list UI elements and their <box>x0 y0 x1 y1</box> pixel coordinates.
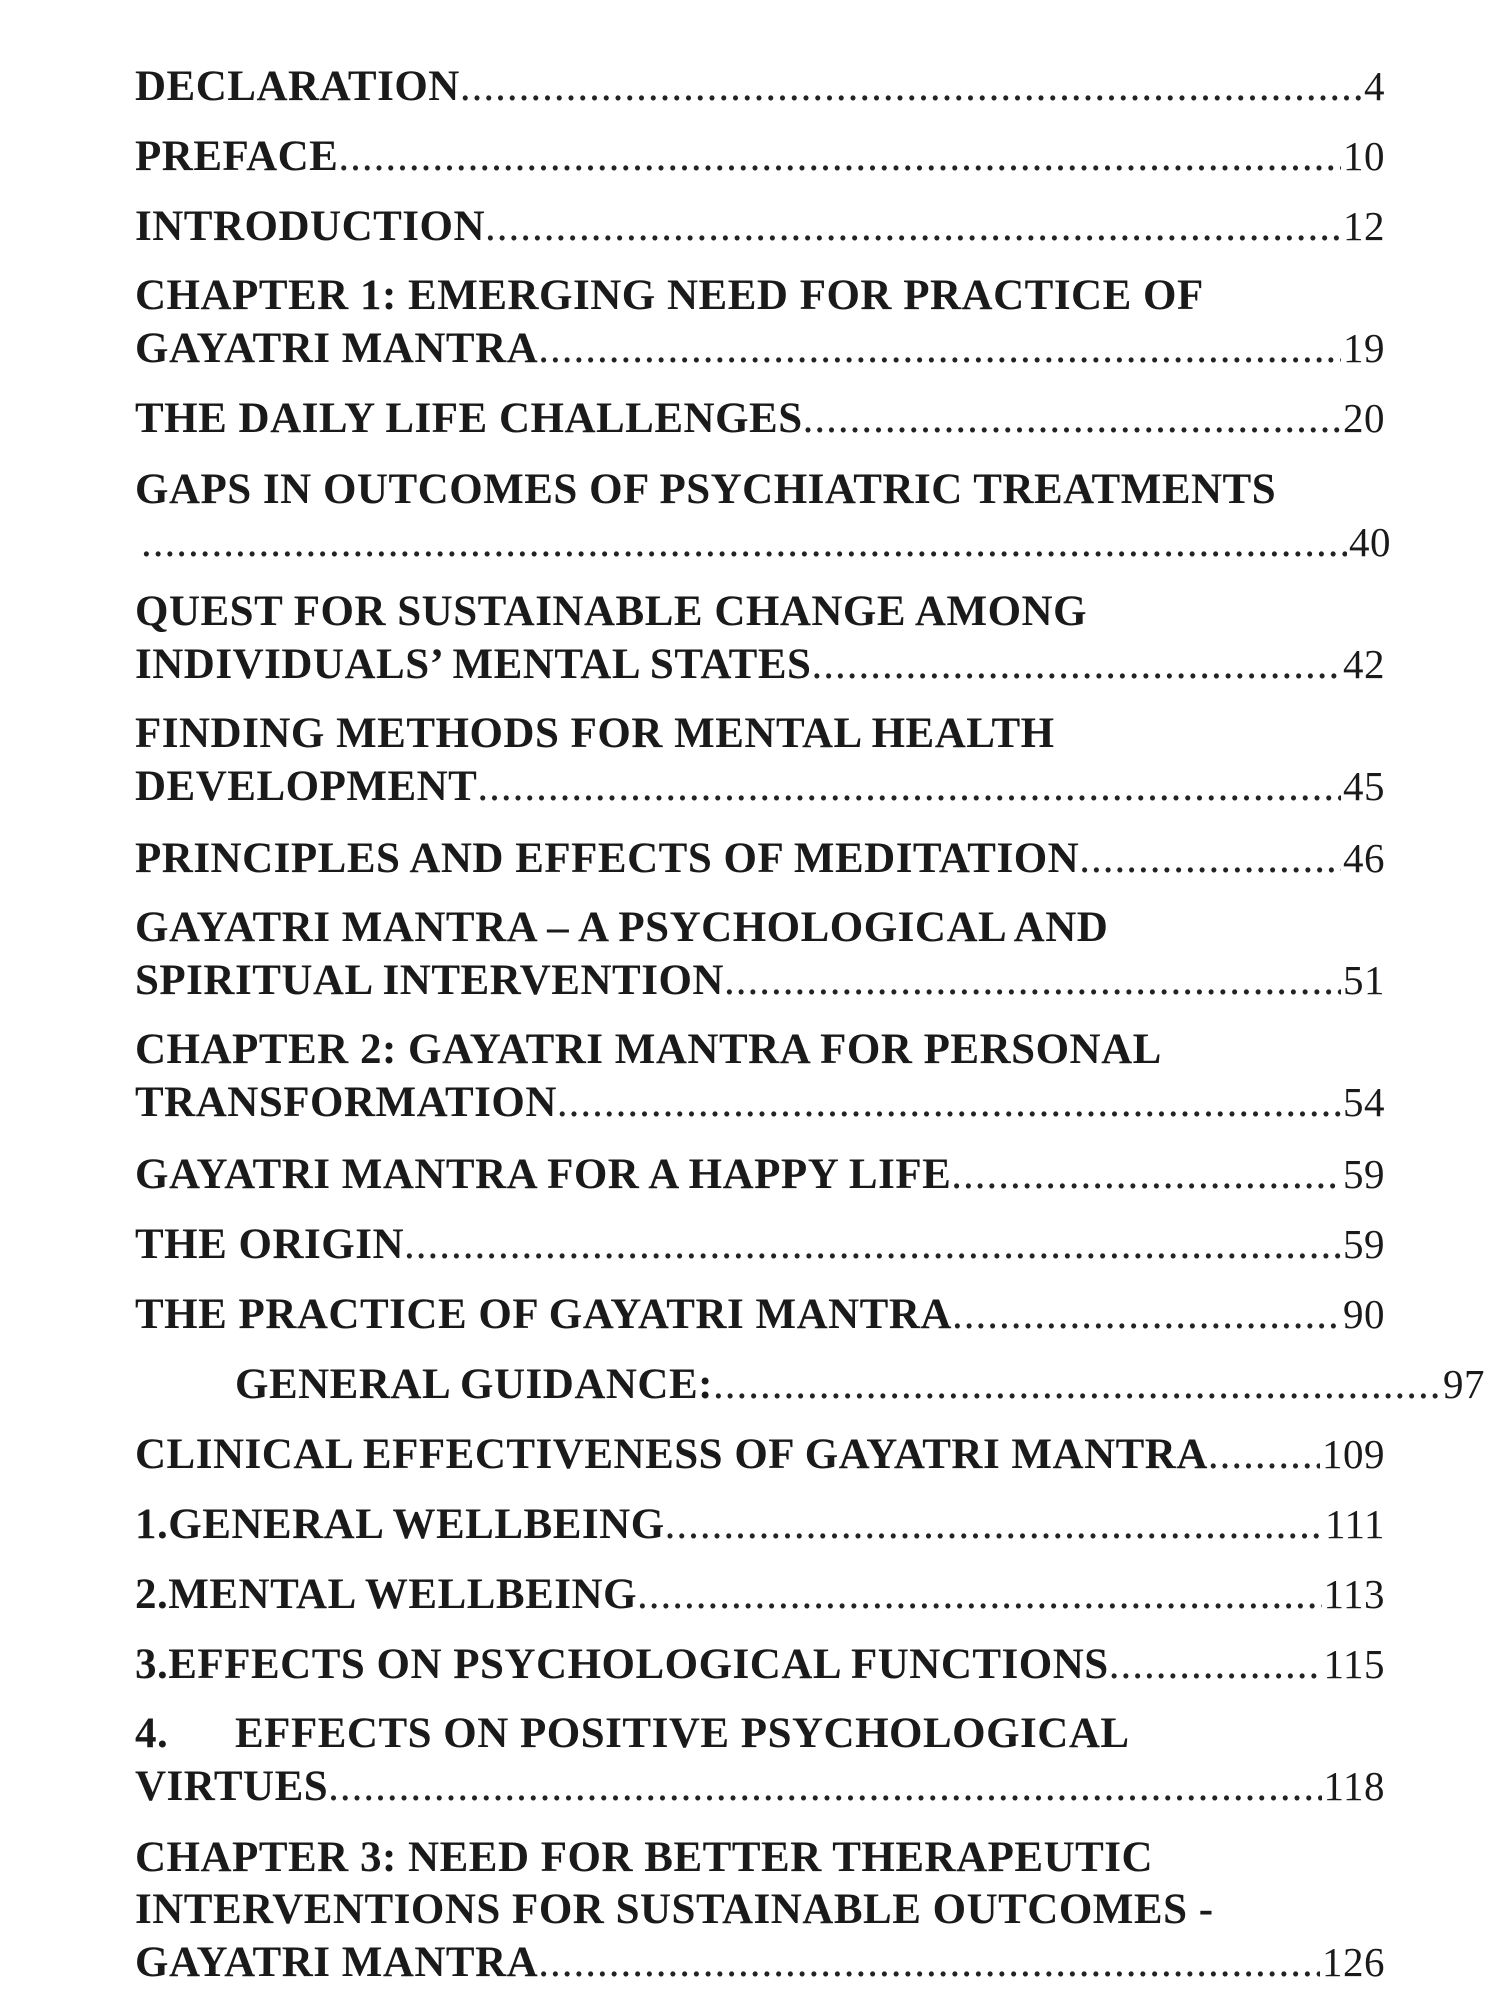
toc-entry-title: GAYATRI MANTRA <box>135 1939 539 1986</box>
leader-dots <box>724 955 1341 1007</box>
leader-dots <box>338 131 1341 183</box>
leader-dots <box>404 1219 1341 1271</box>
toc-entry-title: GAYATRI MANTRA FOR A HAPPY LIFE <box>135 1151 952 1198</box>
toc-page-number: 42 <box>1343 641 1385 687</box>
toc-page-number: 113 <box>1323 1571 1385 1617</box>
toc-entry-finding-methods[interactable] <box>135 708 1385 813</box>
toc-entry-title-line: QUEST FOR SUSTAINABLE CHANGE AMONG <box>135 588 1088 635</box>
toc-entry-title-line: INTERVENTIONS FOR SUSTAINABLE OUTCOMES - <box>135 1886 1214 1933</box>
leader-dots <box>538 1937 1320 1989</box>
toc-entry-meditation[interactable] <box>135 832 1385 885</box>
toc-entry-title: THE PRACTICE OF GAYATRI MANTRA <box>135 1291 952 1338</box>
toc-entry-chapter-3[interactable] <box>135 1832 1385 1989</box>
toc-entry-title: VIRTUES <box>135 1763 329 1810</box>
toc-entry-title: PRINCIPLES AND EFFECTS OF MEDITATION <box>135 835 1080 882</box>
leader-dots <box>952 1289 1341 1341</box>
toc-page-number: 118 <box>1323 1763 1385 1809</box>
toc-entry-positive-virtues[interactable] <box>135 1708 1385 1813</box>
toc-entry-title-line: CHAPTER 2: GAYATRI MANTRA FOR PERSONAL <box>135 1026 1162 1073</box>
toc-page-number: 97 <box>1443 1361 1485 1407</box>
leader-dots <box>460 61 1362 113</box>
leader-dots <box>538 323 1341 375</box>
toc-entry-number: 3. <box>135 1641 169 1688</box>
leader-dots <box>328 1761 1321 1813</box>
toc-entry-chapter-1[interactable] <box>135 270 1385 375</box>
toc-entry-title: INDIVIDUALS’ MENTAL STATES <box>135 641 812 688</box>
toc-entry-number: 2. <box>135 1571 169 1618</box>
toc-page-number: 20 <box>1343 395 1385 441</box>
toc-entry-title: GAYATRI MANTRA <box>135 325 539 372</box>
toc-entry-origin[interactable] <box>135 1218 1385 1271</box>
toc-entry-quest-for-change[interactable] <box>135 586 1385 691</box>
leader-dots <box>811 639 1341 691</box>
toc-page-number: 46 <box>1343 835 1385 881</box>
leader-dots <box>637 1569 1321 1621</box>
leader-dots <box>713 1359 1441 1411</box>
toc-entry-introduction[interactable] <box>135 200 1385 253</box>
toc-page-number: 111 <box>1325 1501 1385 1547</box>
toc-page-number: 90 <box>1343 1291 1385 1337</box>
leader-dots <box>665 1499 1323 1551</box>
toc-page-number: 126 <box>1322 1939 1385 1985</box>
toc-entry-clinical-effectiveness[interactable] <box>135 1428 1385 1481</box>
toc-entry-daily-life-challenges[interactable] <box>135 392 1385 445</box>
toc-entry-title-line: CHAPTER 3: NEED FOR BETTER THERAPEUTIC <box>135 1834 1154 1881</box>
leader-dots <box>803 393 1341 445</box>
leader-dots <box>141 517 1347 569</box>
toc-entry-title: SPIRITUAL INTERVENTION <box>135 957 724 1004</box>
toc-page-number: 12 <box>1343 203 1385 249</box>
toc-entry-preface[interactable] <box>135 130 1385 183</box>
toc-page-number: 59 <box>1343 1221 1385 1267</box>
leader-dots <box>557 1077 1341 1129</box>
toc-entry-number: 1. <box>135 1501 169 1548</box>
toc-entry-title: MENTAL WELLBEING <box>168 1571 638 1618</box>
toc-page-number: 40 <box>1349 519 1391 565</box>
toc-page-number: 19 <box>1343 325 1385 371</box>
toc-entry-psychological-functions[interactable] <box>135 1638 1385 1691</box>
toc-entry-title-line: GAPS IN OUTCOMES OF PSYCHIATRIC TREATMENTS <box>135 466 1277 513</box>
toc-entry-title: CLINICAL EFFECTIVENESS OF GAYATRI MANTRA <box>135 1431 1208 1478</box>
toc-entry-title-line: GAYATRI MANTRA – A PSYCHOLOGICAL AND <box>135 904 1109 951</box>
toc-entry-title: EFFECTS ON PSYCHOLOGICAL FUNCTIONS <box>168 1641 1109 1688</box>
toc-entry-title: PREFACE <box>135 133 339 180</box>
toc-page-number: 109 <box>1322 1431 1385 1477</box>
toc-entry-title: DECLARATION <box>135 63 460 110</box>
toc-entry-chapter-2[interactable] <box>135 1024 1385 1129</box>
toc-entry-title-line: CHAPTER 1: EMERGING NEED FOR PRACTICE OF <box>135 272 1204 319</box>
toc-page-number: 54 <box>1343 1079 1385 1125</box>
toc-entry-title: INTRODUCTION <box>135 203 486 250</box>
toc-entry-gaps-in-outcomes[interactable] <box>135 464 1391 569</box>
toc-entry-title: GENERAL WELLBEING <box>168 1501 665 1548</box>
toc-entry-number: 4. <box>135 1710 169 1757</box>
toc-entry-general-guidance[interactable] <box>135 1358 1485 1411</box>
toc-entry-happy-life[interactable] <box>135 1148 1385 1201</box>
toc-entry-title-line: FINDING METHODS FOR MENTAL HEALTH <box>135 710 1055 757</box>
toc-entry-practice[interactable] <box>135 1288 1385 1341</box>
leader-dots <box>951 1149 1341 1201</box>
leader-dots <box>477 761 1341 813</box>
toc-entry-title: GENERAL GUIDANCE: <box>235 1361 713 1408</box>
toc-page-number: 59 <box>1343 1151 1385 1197</box>
toc-entry-title: TRANSFORMATION <box>135 1079 557 1126</box>
toc-page-number: 45 <box>1343 763 1385 809</box>
toc-entry-mental-wellbeing[interactable] <box>135 1568 1385 1621</box>
toc-entry-title: THE ORIGIN <box>135 1221 405 1268</box>
toc-page-number: 4 <box>1364 63 1385 109</box>
leader-dots <box>1109 1639 1322 1691</box>
toc-entry-title: DEVELOPMENT <box>135 763 478 810</box>
toc-entry-title: THE DAILY LIFE CHALLENGES <box>135 395 803 442</box>
toc-entry-general-wellbeing[interactable] <box>135 1498 1385 1551</box>
toc-page-number: 51 <box>1343 957 1385 1003</box>
toc-entry-title-line: EFFECTS ON POSITIVE PSYCHOLOGICAL <box>235 1710 1130 1757</box>
toc-page-number: 10 <box>1343 133 1385 179</box>
toc-entry-psychological-intervention[interactable] <box>135 902 1385 1007</box>
leader-dots <box>1079 833 1341 885</box>
leader-dots <box>1208 1429 1320 1481</box>
toc-page-number: 115 <box>1323 1641 1385 1687</box>
leader-dots <box>485 201 1341 253</box>
toc-entry-declaration[interactable] <box>135 60 1385 113</box>
